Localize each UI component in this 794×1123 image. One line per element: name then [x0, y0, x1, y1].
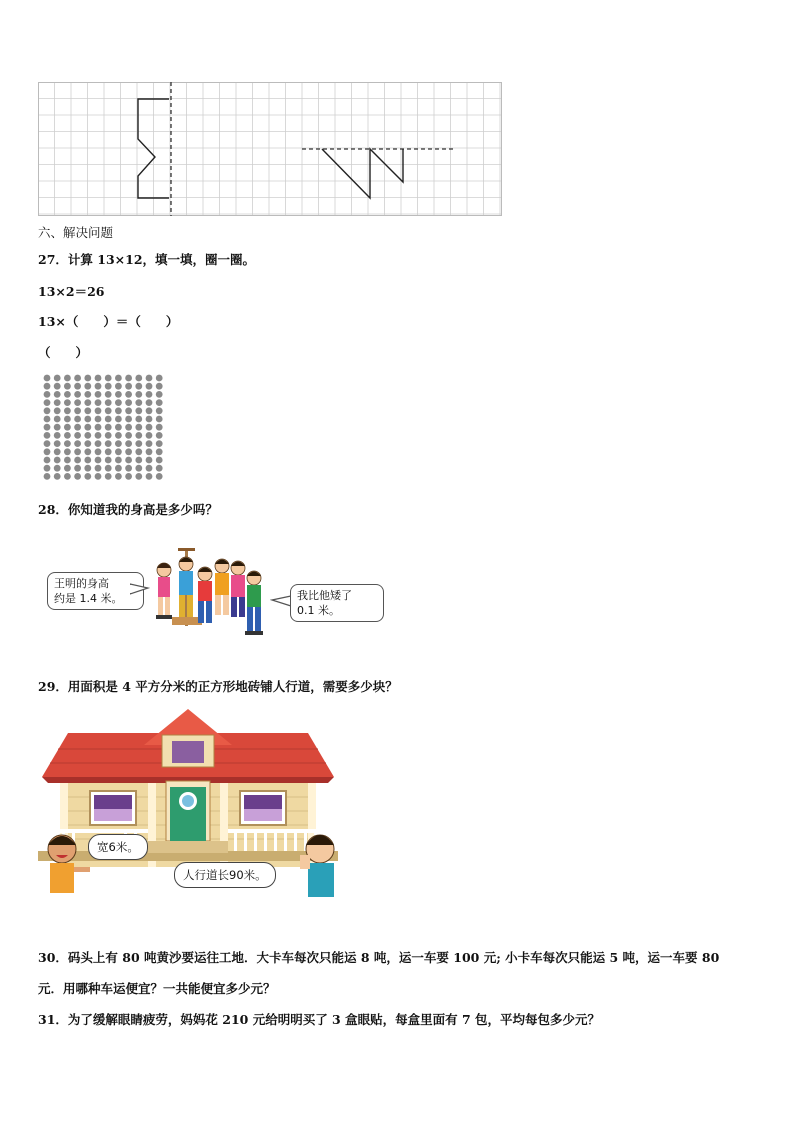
dot: [146, 448, 153, 455]
dot: [115, 424, 122, 431]
dot: [146, 391, 153, 398]
dot: [156, 399, 163, 406]
dot: [95, 432, 102, 439]
dot: [156, 448, 163, 455]
dot: [64, 424, 71, 431]
q31-line1: 31．为了缓解眼睛疲劳，妈妈花 210 元给明明买了 3 盒眼贴，每盒里面有 7 包，平均每包多少元？: [38, 1012, 600, 1027]
dot: [115, 448, 122, 455]
dot: [95, 457, 102, 464]
dot: [146, 399, 153, 406]
dot: [74, 383, 81, 390]
left-bubble-line1: 王明的身高: [54, 577, 109, 590]
dot: [105, 399, 112, 406]
dot: [156, 416, 163, 423]
q30-line2: 元．用哪种车运便宜？一共能便宜多少元？: [38, 981, 276, 996]
dot: [146, 383, 153, 390]
dot: [105, 432, 112, 439]
dot: [105, 416, 112, 423]
dot: [156, 375, 163, 382]
right-half-shape: [322, 149, 403, 198]
section-title: 六、解决问题: [38, 225, 114, 240]
dot: [95, 465, 102, 472]
dot: [95, 391, 102, 398]
dot: [44, 465, 51, 472]
dot: [105, 383, 112, 390]
left-bubble-tail: [130, 582, 150, 598]
dot: [54, 465, 61, 472]
dot: [156, 440, 163, 447]
dot: [115, 375, 122, 382]
dot: [146, 457, 153, 464]
dot: [135, 432, 142, 439]
dot: [125, 375, 132, 382]
dot: [64, 440, 71, 447]
dot: [125, 440, 132, 447]
dot: [44, 432, 51, 439]
dot: [84, 416, 91, 423]
dot: [54, 375, 61, 382]
dot: [135, 399, 142, 406]
dot: [135, 457, 142, 464]
dot: [84, 457, 91, 464]
dot: [95, 424, 102, 431]
dot-array: [42, 374, 170, 482]
dot: [115, 416, 122, 423]
dot: [44, 416, 51, 423]
dot: [84, 448, 91, 455]
dot: [84, 440, 91, 447]
dot: [74, 448, 81, 455]
right-bubble-line1: 我比他矮了: [297, 589, 352, 602]
dot: [44, 473, 51, 480]
dot: [105, 473, 112, 480]
dot: [156, 465, 163, 472]
dot: [54, 391, 61, 398]
dot: [146, 465, 153, 472]
dot: [74, 407, 81, 414]
dot: [125, 465, 132, 472]
dot: [115, 391, 122, 398]
dot: [44, 407, 51, 414]
dot: [64, 407, 71, 414]
dot: [105, 424, 112, 431]
dot: [105, 457, 112, 464]
dot: [105, 465, 112, 472]
dot: [146, 416, 153, 423]
dot: [74, 465, 81, 472]
dot: [135, 375, 142, 382]
dot: [135, 440, 142, 447]
dot: [44, 424, 51, 431]
dot: [115, 383, 122, 390]
dot: [74, 391, 81, 398]
dot: [44, 440, 51, 447]
dot: [125, 424, 132, 431]
dot: [44, 448, 51, 455]
dot: [64, 416, 71, 423]
dot: [84, 465, 91, 472]
dot: [156, 407, 163, 414]
dot: [64, 473, 71, 480]
dot: [156, 457, 163, 464]
dot: [44, 391, 51, 398]
dot: [115, 407, 122, 414]
dot: [105, 375, 112, 382]
dot: [125, 383, 132, 390]
dot: [135, 416, 142, 423]
dot: [115, 473, 122, 480]
right-bubble-line2: 0.1 米。: [297, 604, 340, 617]
dot: [95, 416, 102, 423]
dot: [74, 375, 81, 382]
dot: [84, 391, 91, 398]
dot: [95, 473, 102, 480]
dot: [135, 465, 142, 472]
dot: [54, 440, 61, 447]
dot: [84, 383, 91, 390]
dot: [74, 473, 81, 480]
dot: [84, 424, 91, 431]
dot: [54, 416, 61, 423]
dot: [115, 432, 122, 439]
dot: [54, 399, 61, 406]
dot: [125, 473, 132, 480]
dot: [95, 448, 102, 455]
dot: [146, 473, 153, 480]
dot: [64, 391, 71, 398]
dot: [54, 424, 61, 431]
dot: [156, 424, 163, 431]
dot: [125, 391, 132, 398]
dot: [64, 432, 71, 439]
dot: [135, 383, 142, 390]
dot: [135, 407, 142, 414]
dot: [156, 391, 163, 398]
dot: [54, 432, 61, 439]
dot: [64, 465, 71, 472]
q27-line3: （ ）: [38, 345, 89, 360]
dot: [44, 383, 51, 390]
right-speech-bubble: [290, 584, 384, 622]
dot: [105, 440, 112, 447]
dot: [156, 432, 163, 439]
dot: [115, 399, 122, 406]
dot: [115, 440, 122, 447]
q27-line1: 13×2＝26: [38, 284, 105, 299]
dot: [64, 383, 71, 390]
dot: [125, 457, 132, 464]
dot: [135, 391, 142, 398]
dot: [95, 375, 102, 382]
dot: [95, 383, 102, 390]
dot: [125, 399, 132, 406]
dot: [54, 457, 61, 464]
dot: [44, 399, 51, 406]
dot: [44, 457, 51, 464]
dot: [135, 473, 142, 480]
dot: [74, 399, 81, 406]
dot: [105, 391, 112, 398]
dot: [135, 448, 142, 455]
dot: [54, 448, 61, 455]
q29-title: 29．用面积是 4 平方分米的正方形地砖铺人行道，需要多少块？: [38, 679, 398, 694]
dot: [146, 432, 153, 439]
dot: [146, 375, 153, 382]
left-bubble-line2: 约是 1.4 米。: [54, 592, 123, 605]
dot: [115, 465, 122, 472]
dot: [64, 457, 71, 464]
dot: [125, 448, 132, 455]
dot: [74, 457, 81, 464]
speech-length: 人行道长90米。: [174, 862, 276, 888]
dot: [64, 375, 71, 382]
dot: [74, 432, 81, 439]
dot: [84, 473, 91, 480]
dot: [95, 407, 102, 414]
dot: [135, 424, 142, 431]
dot: [54, 407, 61, 414]
dot: [84, 432, 91, 439]
dot: [64, 448, 71, 455]
dot: [74, 440, 81, 447]
dot: [115, 457, 122, 464]
q27-title: 27．计算 13×12，填一填，圈一圈。: [38, 252, 256, 267]
dot: [54, 383, 61, 390]
dot: [64, 399, 71, 406]
dot: [84, 399, 91, 406]
dot: [84, 375, 91, 382]
dot: [146, 424, 153, 431]
dot: [95, 399, 102, 406]
dot: [125, 416, 132, 423]
dot: [84, 407, 91, 414]
dot: [146, 407, 153, 414]
q28-title: 28．你知道我的身高是多少吗？: [38, 502, 218, 517]
q27-line2: 13×（ ）＝（ ）: [38, 314, 179, 329]
right-bubble-tail: [270, 594, 292, 610]
q30-line1: 30．码头上有 80 吨黄沙要运往工地．大卡车每次只能运 8 吨，运一车要 100 元; 小卡车每次只能运 5 吨，运一车要 80: [38, 950, 720, 965]
dot: [125, 407, 132, 414]
dot: [156, 473, 163, 480]
dot: [105, 407, 112, 414]
dot: [74, 416, 81, 423]
dot: [44, 375, 51, 382]
dot: [156, 383, 163, 390]
symmetry-grid-figure: [38, 82, 502, 216]
dot: [105, 448, 112, 455]
dot: [74, 424, 81, 431]
dot: [125, 432, 132, 439]
children-illustration: [150, 546, 268, 640]
dot: [95, 440, 102, 447]
dot: [54, 473, 61, 480]
dot: [146, 440, 153, 447]
speech-width: 宽6米。: [88, 834, 148, 860]
